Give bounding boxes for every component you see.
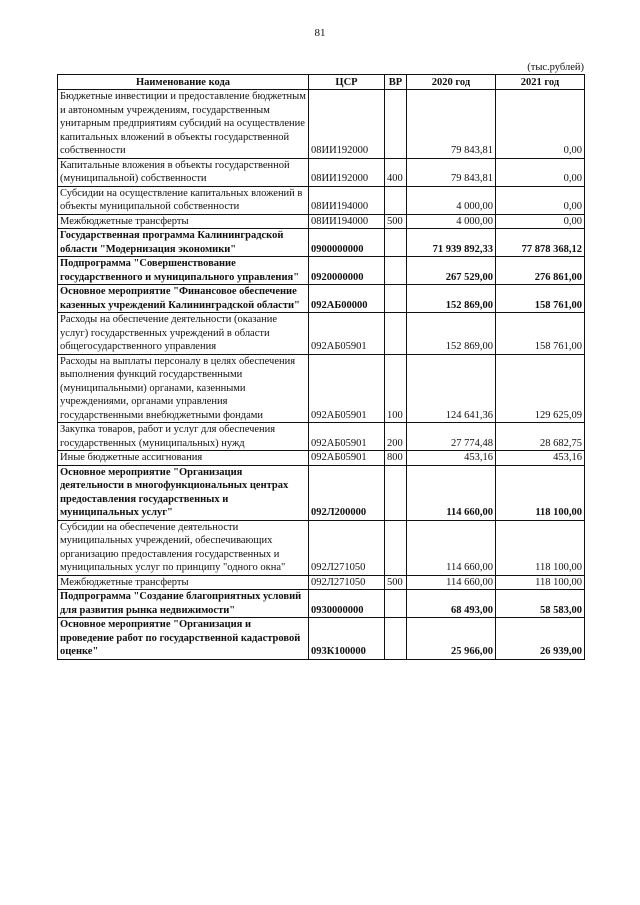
row-name: Подпрограмма "Создание благоприятных условий для развития рынка недвижимости" xyxy=(58,590,309,618)
row-name: Государственная программа Калининградской области "Модернизация экономики" xyxy=(58,229,309,257)
header-csr: ЦСР xyxy=(309,75,385,90)
row-csr: 08ИИ194000 xyxy=(309,214,385,229)
budget-table xyxy=(57,74,585,660)
row-vr: 200 xyxy=(385,423,407,451)
row-2020: 453,16 xyxy=(407,451,496,466)
row-vr xyxy=(385,186,407,214)
row-csr: 08ИИ192000 xyxy=(309,90,385,159)
row-2021: 276 861,00 xyxy=(496,257,585,285)
row-name: Субсидии на обеспечение деятельности муниципальных учреждений, обеспечивающих организацию предоставления государственных и муниципальных услуг по принципу "одного окна" xyxy=(58,520,309,575)
row-2021: 158 761,00 xyxy=(496,313,585,355)
row-2020: 124 641,36 xyxy=(407,354,496,423)
row-vr xyxy=(385,229,407,257)
table-row xyxy=(58,575,585,590)
row-vr: 500 xyxy=(385,214,407,229)
row-2020: 152 869,00 xyxy=(407,313,496,355)
header-name: Наименование кода xyxy=(58,75,309,90)
row-name: Основное мероприятие "Организация деятельности в многофункциональных центрах предоставления государственных и муниципальных услуг" xyxy=(58,465,309,520)
table-row xyxy=(58,451,585,466)
table-row xyxy=(58,465,585,520)
header-2020: 2020 год xyxy=(407,75,496,90)
table-row xyxy=(58,423,585,451)
table-row xyxy=(58,618,585,660)
table-row xyxy=(58,214,585,229)
row-2020: 27 774,48 xyxy=(407,423,496,451)
row-name: Расходы на выплаты персоналу в целях обеспечения выполнения функций государственными (муниципальными) органами, казенными учреждениями, органами управления государственными внебюджетными фондами xyxy=(58,354,309,423)
row-csr: 0920000000 xyxy=(309,257,385,285)
row-csr: 092Л271050 xyxy=(309,575,385,590)
row-2020: 68 493,00 xyxy=(407,590,496,618)
row-2021: 118 100,00 xyxy=(496,465,585,520)
row-2020: 79 843,81 xyxy=(407,158,496,186)
row-2021: 453,16 xyxy=(496,451,585,466)
units-label: (тыс.рублей) xyxy=(527,62,584,73)
row-2020: 25 966,00 xyxy=(407,618,496,660)
row-csr: 092Л200000 xyxy=(309,465,385,520)
row-2021: 118 100,00 xyxy=(496,520,585,575)
row-2020: 71 939 892,33 xyxy=(407,229,496,257)
row-2021: 0,00 xyxy=(496,186,585,214)
row-vr xyxy=(385,520,407,575)
row-2021: 0,00 xyxy=(496,90,585,159)
row-2021: 77 878 368,12 xyxy=(496,229,585,257)
table-row xyxy=(58,158,585,186)
table-row xyxy=(58,229,585,257)
table-row xyxy=(58,285,585,313)
row-2021: 0,00 xyxy=(496,158,585,186)
row-2020: 267 529,00 xyxy=(407,257,496,285)
table-row xyxy=(58,313,585,355)
row-vr xyxy=(385,313,407,355)
table-row xyxy=(58,90,585,159)
row-csr: 0900000000 xyxy=(309,229,385,257)
row-name: Основное мероприятие "Финансовое обеспечение казенных учреждений Калининградской области" xyxy=(58,285,309,313)
row-csr: 092АБ00000 xyxy=(309,285,385,313)
row-2021: 118 100,00 xyxy=(496,575,585,590)
row-2020: 4 000,00 xyxy=(407,214,496,229)
row-name: Межбюджетные трансферты xyxy=(58,575,309,590)
row-2021: 26 939,00 xyxy=(496,618,585,660)
row-vr xyxy=(385,618,407,660)
header-vr: ВР xyxy=(385,75,407,90)
row-csr: 092АБ05901 xyxy=(309,423,385,451)
row-2021: 28 682,75 xyxy=(496,423,585,451)
row-2021: 0,00 xyxy=(496,214,585,229)
row-vr: 400 xyxy=(385,158,407,186)
row-vr xyxy=(385,257,407,285)
row-2021: 158 761,00 xyxy=(496,285,585,313)
row-csr: 092Л271050 xyxy=(309,520,385,575)
row-name: Расходы на обеспечение деятельности (оказание услуг) государственных учреждений в области общегосударственного управления xyxy=(58,313,309,355)
row-vr xyxy=(385,90,407,159)
row-name: Капитальные вложения в объекты государственной (муниципальной) собственности xyxy=(58,158,309,186)
row-2020: 114 660,00 xyxy=(407,465,496,520)
row-csr: 092АБ05901 xyxy=(309,451,385,466)
row-2020: 4 000,00 xyxy=(407,186,496,214)
row-vr: 800 xyxy=(385,451,407,466)
row-vr xyxy=(385,285,407,313)
row-name: Подпрограмма "Совершенствование государственного и муниципального управления" xyxy=(58,257,309,285)
page-number: 81 xyxy=(314,27,326,39)
table-row xyxy=(58,354,585,423)
row-name: Субсидии на осуществление капитальных вложений в объекты муниципальной собственности xyxy=(58,186,309,214)
row-csr: 08ИИ194000 xyxy=(309,186,385,214)
table-row xyxy=(58,186,585,214)
row-csr: 092АБ05901 xyxy=(309,313,385,355)
row-vr xyxy=(385,465,407,520)
row-vr: 500 xyxy=(385,575,407,590)
row-csr: 08ИИ192000 xyxy=(309,158,385,186)
header-row xyxy=(58,75,585,90)
row-2021: 58 583,00 xyxy=(496,590,585,618)
row-vr xyxy=(385,590,407,618)
row-csr: 0930000000 xyxy=(309,590,385,618)
table-row xyxy=(58,520,585,575)
row-name: Закупка товаров, работ и услуг для обеспечения государственных (муниципальных) нужд xyxy=(58,423,309,451)
row-name: Межбюджетные трансферты xyxy=(58,214,309,229)
row-2021: 129 625,09 xyxy=(496,354,585,423)
row-2020: 114 660,00 xyxy=(407,520,496,575)
row-2020: 114 660,00 xyxy=(407,575,496,590)
table-row xyxy=(58,590,585,618)
row-csr: 092АБ05901 xyxy=(309,354,385,423)
row-name: Основное мероприятие "Организация и проведение работ по государственной кадастровой оценке" xyxy=(58,618,309,660)
row-csr: 093К100000 xyxy=(309,618,385,660)
row-2020: 79 843,81 xyxy=(407,90,496,159)
row-name: Бюджетные инвестиции и предоставление бюджетным и автономным учреждениям, государственным унитарным предприятиям субсидий на осуществление капитальных вложений в объекты государственной собственности xyxy=(58,90,309,159)
row-vr: 100 xyxy=(385,354,407,423)
row-name: Иные бюджетные ассигнования xyxy=(58,451,309,466)
table-row xyxy=(58,257,585,285)
row-2020: 152 869,00 xyxy=(407,285,496,313)
header-2021: 2021 год xyxy=(496,75,585,90)
